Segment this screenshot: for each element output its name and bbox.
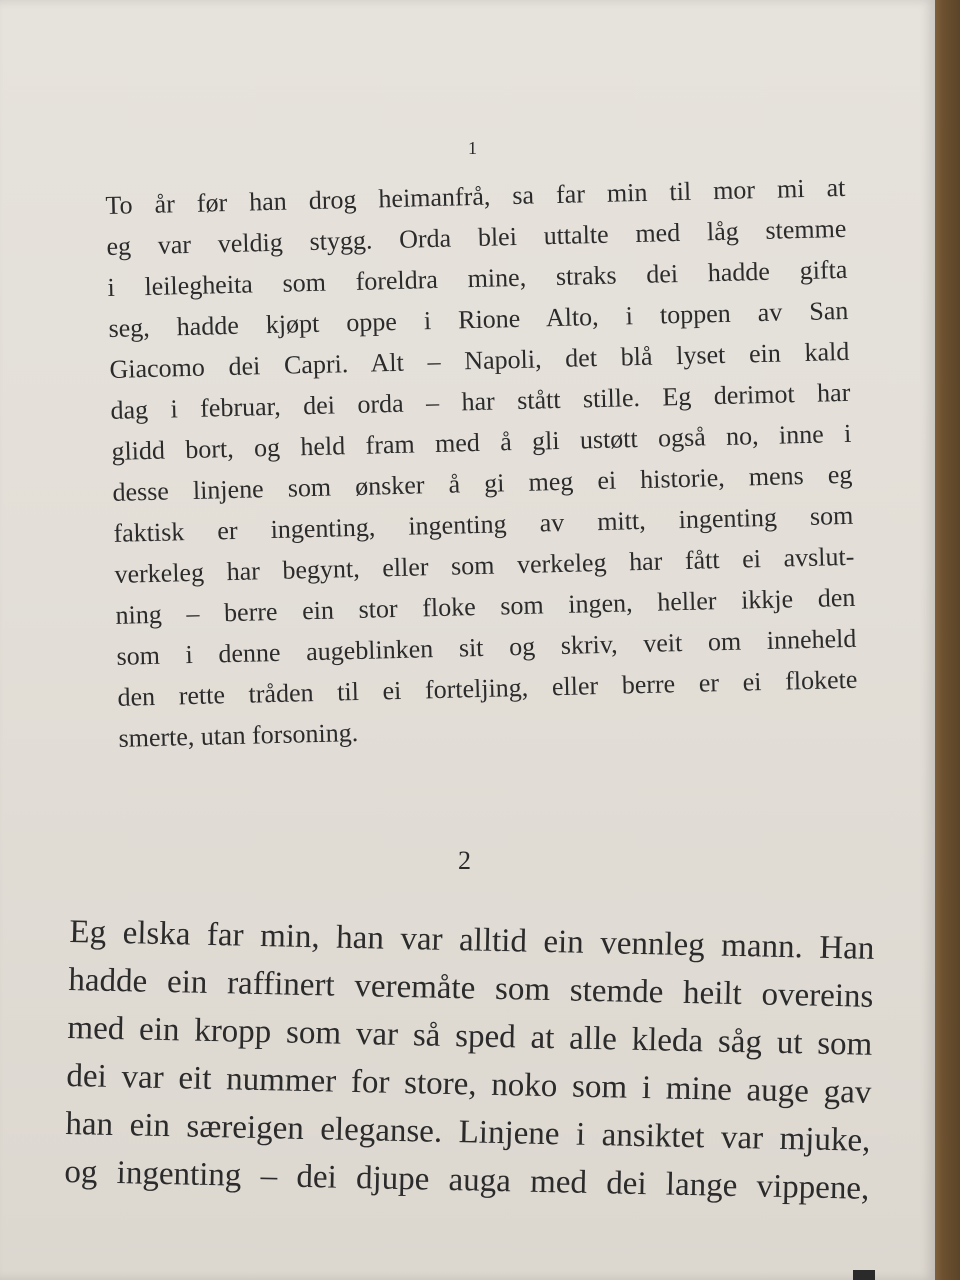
text-line: seg, hadde kjøpt oppe i Rione Alto, i toppen av San <box>108 295 849 343</box>
section-number-2: 2 <box>458 846 471 875</box>
text-line: smerte, utan forsoning. <box>118 717 359 753</box>
section-number-1: 1 <box>468 138 477 158</box>
text-line: glidd bort, og held fram med å gli ustøtt også no, inne i <box>111 418 852 466</box>
text-line: hadde ein raffinert veremåte som stemde heilt overeins <box>68 961 874 1015</box>
text-line: ning – berre ein stor floke som ingen, heller ikkje den <box>115 582 856 630</box>
text-line: med ein kropp som var så sped at alle kleda såg ut som <box>67 1009 873 1063</box>
section-2-paragraph <box>64 908 875 1213</box>
text-line: dei var eit nummer for store, noko som i mine auge gav <box>66 1057 872 1111</box>
text-line: dag i februar, dei orda – har stått stille. Eg derimot har <box>110 377 851 425</box>
text-line: desse linjene som ønsker å gi meg ei historie, mens eg <box>112 459 853 507</box>
text-line: faktisk er ingenting, ingenting av mitt, ingenting som <box>113 500 854 548</box>
text-line: den rette tråden til ei forteljing, eller berre er ei flokete <box>117 664 858 712</box>
text-line: Giacomo dei Capri. Alt – Napoli, det blå lyset ein kald <box>109 336 850 384</box>
text-line: og ingenting – dei djupe auga med dei lange vippene, <box>64 1153 870 1207</box>
text-line: eg var veldig stygg. Orda blei uttalte med låg stemme <box>106 213 847 261</box>
text-line: Eg elska far min, han var alltid ein vennleg mann. Han <box>69 913 875 967</box>
text-line: To år før han drog heimanfrå, sa far min til mor mi at <box>105 172 846 220</box>
text-line: han ein særeigen eleganse. Linjene i ansiktet var mjuke, <box>65 1105 871 1159</box>
section-1-paragraph <box>105 167 859 759</box>
text-line: som i denne augeblinken sit og skriv, veit om inneheld <box>116 623 857 671</box>
text-line: verkeleg har begynt, eller som verkeleg har fått ei avslut- <box>114 541 855 589</box>
text-line: i leilegheita som foreldra mine, straks dei hadde gifta <box>107 254 848 302</box>
page-corner-mark <box>853 1270 875 1280</box>
